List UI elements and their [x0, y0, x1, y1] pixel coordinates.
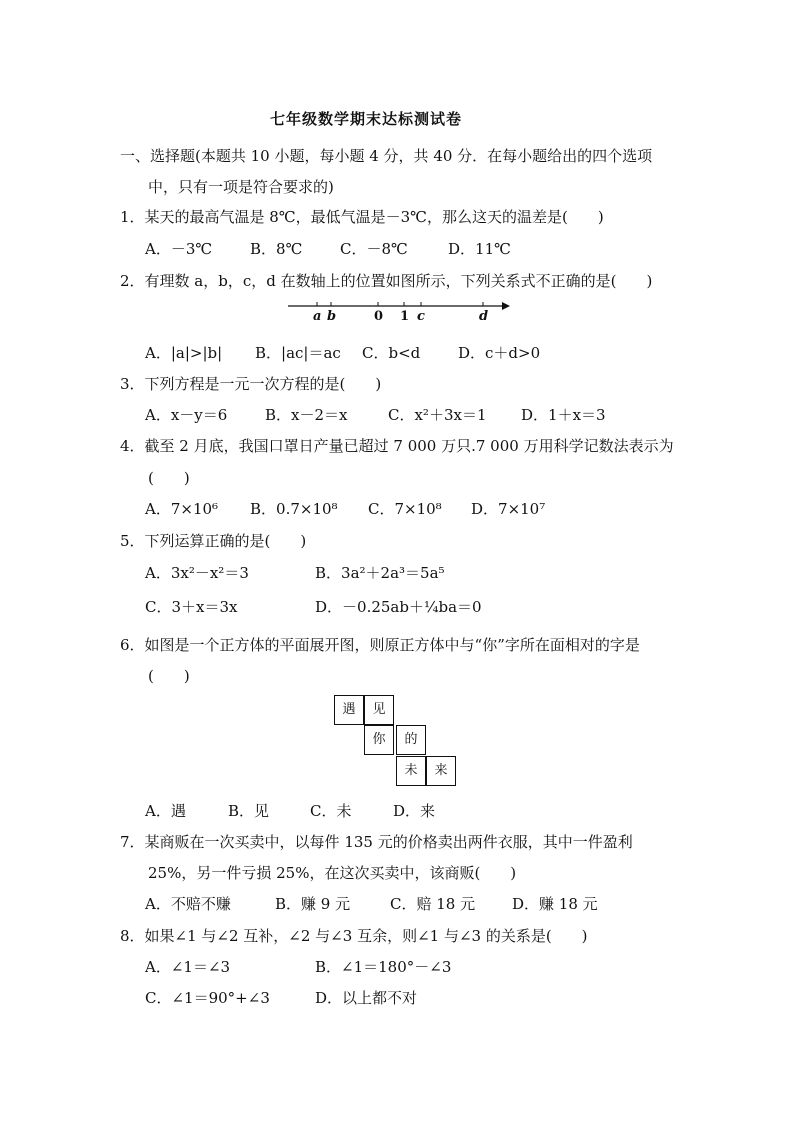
- cube-net-cell-1: 遇: [334, 695, 364, 725]
- axis-label-one: 1: [400, 309, 410, 324]
- cube-net-cell-6: 来: [426, 756, 456, 786]
- q4-option-a: A．7×10⁶: [145, 500, 219, 518]
- q2-option-d: D．c＋d>0: [458, 344, 541, 362]
- q4-option-c: C．7×10⁸: [368, 500, 442, 518]
- q6-stem-line2: ( ): [148, 667, 190, 685]
- q1-option-d: D．11℃: [448, 240, 511, 258]
- q3-stem: 3．下列方程是一元一次方程的是( ): [120, 375, 382, 393]
- q5-stem: 5．下列运算正确的是( ): [120, 532, 307, 550]
- q5-option-b: B．3a²＋2a³＝5a⁵: [315, 564, 445, 582]
- section-heading-line2: 中，只有一项是符合要求的): [148, 178, 334, 196]
- q1-option-b: B．8℃: [250, 240, 303, 258]
- q5-option-c: C．3＋x＝3x: [145, 598, 238, 616]
- q3-option-d: D．1＋x＝3: [521, 406, 606, 424]
- q7-option-d: D．赚 18 元: [512, 895, 598, 913]
- q6-option-c: C．未: [310, 802, 352, 820]
- cube-net-cell-2: 见: [364, 695, 394, 725]
- q2-option-b: B．|ac|＝ac: [255, 344, 341, 362]
- q8-option-c: C．∠1＝90°+∠3: [145, 989, 270, 1007]
- arrow-right-icon: [502, 302, 510, 310]
- page-title: 七年级数学期末达标测试卷: [270, 110, 463, 128]
- q1-option-a: A．－3℃: [145, 240, 213, 258]
- q6-option-a: A．遇: [145, 802, 186, 820]
- q8-stem: 8．如果∠1 与∠2 互补，∠2 与∠3 互余，则∠1 与∠3 的关系是( ): [120, 927, 588, 945]
- section-heading-line1: 一、选择题(本题共 10 小题，每小题 4 分，共 40 分．在每小题给出的四个选项: [120, 147, 653, 165]
- q3-option-c: C．x²＋3x＝1: [388, 406, 487, 424]
- q4-stem-line1: 4．截至 2 月底，我国口罩日产量已超过 7 000 万只.7 000 万用科学记数法表示为: [120, 437, 674, 455]
- q7-stem-line2: 25%，另一件亏损 25%，在这次买卖中，该商贩( ): [148, 864, 517, 882]
- cube-net-cell-5: 未: [396, 756, 426, 786]
- q7-option-a: A．不赔不赚: [145, 895, 231, 913]
- axis-label-zero: 0: [374, 309, 384, 324]
- q2-option-a: A．|a|>|b|: [145, 344, 223, 362]
- q1-stem: 1．某天的最高气温是 8℃，最低气温是－3℃，那么这天的温差是( ): [120, 208, 604, 226]
- q7-stem-line1: 7．某商贩在一次买卖中，以每件 135 元的价格卖出两件衣服，其中一件盈利: [120, 833, 633, 851]
- q6-option-b: B．见: [228, 802, 270, 820]
- axis-label-c: c: [417, 309, 425, 324]
- axis-label-a: a: [313, 309, 322, 324]
- q5-option-a: A．3x²－x²＝3: [145, 564, 249, 582]
- q7-option-b: B．赚 9 元: [275, 895, 351, 913]
- q4-option-d: D．7×10⁷: [471, 500, 546, 518]
- q2-stem: 2．有理数 a，b，c，d 在数轴上的位置如图所示，下列关系式不正确的是( ): [120, 272, 653, 290]
- axis-label-b: b: [327, 309, 337, 324]
- q6-stem-line1: 6．如图是一个正方体的平面展开图，则原正方体中与“你”字所在面相对的字是: [120, 636, 640, 654]
- cube-net-cell-4: 的: [396, 725, 426, 755]
- q4-option-b: B．0.7×10⁸: [250, 500, 338, 518]
- axis-label-d: d: [479, 309, 489, 324]
- q3-option-b: B．x－2＝x: [265, 406, 348, 424]
- q1-option-c: C．－8℃: [340, 240, 408, 258]
- q6-option-d: D．来: [393, 802, 436, 820]
- cube-net-cell-3: 你: [364, 725, 394, 755]
- q5-option-d: D．－0.25ab＋¼ba＝0: [315, 598, 482, 616]
- q8-option-d: D．以上都不对: [315, 989, 418, 1007]
- q8-option-b: B．∠1＝180°－∠3: [315, 958, 452, 976]
- q2-option-c: C．b<d: [362, 344, 421, 362]
- q4-stem-line2: ( ): [148, 469, 190, 487]
- q7-option-c: C．赔 18 元: [390, 895, 476, 913]
- q3-option-a: A．x－y＝6: [145, 406, 228, 424]
- q8-option-a: A．∠1＝∠3: [145, 958, 231, 976]
